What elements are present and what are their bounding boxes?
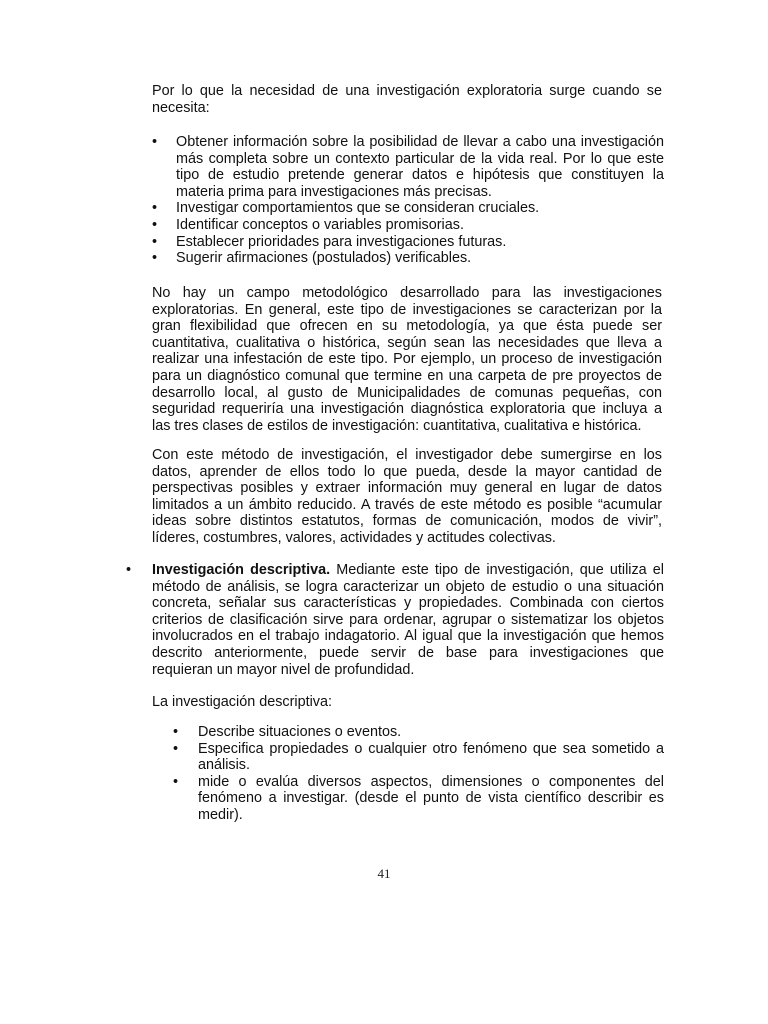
list-item xyxy=(173,741,664,774)
bullet-icon: • xyxy=(152,233,158,250)
list-item-text: Describe situaciones o eventos. xyxy=(198,724,402,740)
list-item-text: Sugerir afirmaciones (postulados) verificables. xyxy=(176,250,472,267)
list-item xyxy=(152,200,664,217)
list-item xyxy=(173,774,664,824)
list-item-text: Establecer prioridades para investigaciones futuras. xyxy=(176,233,507,250)
list-item-text: Obtener información sobre la posibilidad de llevar a cabo una investigación más completa sobre un contexto particular de la vida real. Por lo que este tipo de estudio pretende generar datos e hipótesis que constituyen la materia prima para investigaciones más precisas. xyxy=(176,134,664,200)
list-item xyxy=(152,250,664,267)
bullet-icon: • xyxy=(152,250,158,267)
descriptive-research-definition: Mediante este tipo de investigación, que utiliza el método de análisis, se logra caracterizar un objeto de estudio o una situación concreta, señalar sus características y propiedades. Combinada con ciertos criterios de clasificación sirve para ordenar, agrupar o sistematizar los objetos involucrados en el trabajo indagatorio. Al igual que la investigación que hemos descrito anteriormente, puede servir de base para investigaciones que requieran un mayor nivel de profundidad. xyxy=(152,562,664,678)
page-number: 41 xyxy=(377,866,391,881)
bullet-icon: • xyxy=(152,200,158,217)
list-item xyxy=(173,724,664,741)
list-item xyxy=(152,234,664,251)
needs-list xyxy=(152,134,664,267)
bullet-icon: • xyxy=(173,724,179,740)
list-item xyxy=(152,217,664,234)
bullet-icon: • xyxy=(173,773,179,790)
list-item-text: Investigar comportamientos que se consideran cruciales. xyxy=(176,200,540,217)
intro-paragraph: Por lo que la necesidad de una investigación exploratoria surge cuando se necesita: xyxy=(152,83,662,116)
bullet-icon: • xyxy=(152,216,158,233)
descriptive-points-list xyxy=(173,724,664,824)
list-item xyxy=(152,134,664,200)
list-item-text: mide o evalúa diversos aspectos, dimensiones o componentes del fenómeno a investigar. (desde el punto de vista científico describir es medir). xyxy=(198,773,664,823)
list-item-text: Identificar conceptos o variables promisorias. xyxy=(176,216,464,233)
descriptive-research-text xyxy=(152,562,664,678)
bullet-icon: • xyxy=(126,562,132,578)
methodology-paragraph: No hay un campo metodológico desarrollado para las investigaciones exploratorias. En general, este tipo de investigaciones se caracterizan por la gran flexibilidad que ofrecen en su metodología, ya que ésta puede ser cuantitativa, cualitativa o histórica, según sean las necesidades que lleva a realizar una infestación de este tipo. Por ejemplo, un proceso de investigación para un diagnóstico comunal que termine en una carpeta de pre proyectos de desarrollo local, al gusto de Municipalidades de comunas pequeñas, con seguridad requeriría una investigación diagnóstica exploratoria que incluya a las tres clases de estilos de investigación: cuantitativa, cualitativa e histórica. xyxy=(152,285,662,434)
bullet-icon: • xyxy=(152,134,158,150)
method-paragraph: Con este método de investigación, el investigador debe sumergirse en los datos, aprender de ellos todo lo que pueda, desde la mayor cantidad de perspectivas posibles y extraer información muy general en lugar de datos limitados a un ámbito reducido. A través de este método es posible “acumular ideas sobre distintos estatutos, formas de comunicación, modos de vivir”, líderes, costumbres, valores, actividades y actitudes colectivas. xyxy=(152,447,662,546)
list-item-text: Especifica propiedades o cualquier otro fenómeno que sea sometido a análisis. xyxy=(198,740,664,774)
descriptive-research-item xyxy=(126,562,664,678)
descriptive-intro: La investigación descriptiva: xyxy=(152,694,332,710)
descriptive-research-term: Investigación descriptiva. xyxy=(152,562,331,578)
bullet-icon: • xyxy=(173,740,179,757)
